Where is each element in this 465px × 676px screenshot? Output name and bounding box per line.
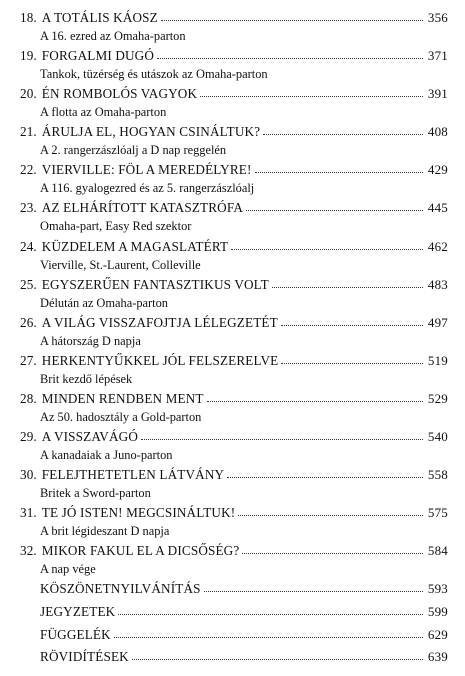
- toc-heading-row: [20, 427, 448, 447]
- chapter-title: FELEJTHETETLEN LÁTVÁNY: [41, 467, 225, 483]
- toc-heading-row: [20, 122, 448, 142]
- toc-heading-row: [20, 503, 448, 523]
- toc-heading-row: [20, 275, 448, 295]
- page-number: 599: [427, 604, 448, 619]
- chapter-title: AZ ELHÁRÍTOTT KATASZTRÓFA: [41, 200, 244, 216]
- chapter-number: 19.: [20, 48, 37, 64]
- toc-entry: [20, 389, 448, 427]
- dot-leader: [227, 467, 423, 478]
- toc-entry: [20, 198, 448, 236]
- chapter-title: HERKENTYŰKKEL JÓL FELSZERELVE: [41, 352, 279, 368]
- page-number: 593: [427, 581, 448, 597]
- toc-heading-row: [20, 46, 448, 66]
- page-number: 408: [427, 124, 448, 140]
- toc-entry: [20, 313, 448, 351]
- dot-leader: [263, 124, 423, 135]
- toc-heading-row: [20, 602, 448, 622]
- chapter-number: 29.: [20, 429, 37, 445]
- dot-leader: [114, 627, 423, 638]
- chapter-subtitle: Brit kezdő lépések: [40, 371, 133, 386]
- chapter-number: 23.: [20, 200, 37, 216]
- dot-leader: [204, 581, 423, 592]
- chapter-number: 24.: [20, 238, 37, 254]
- toc-entry: [20, 8, 448, 46]
- chapter-subtitle: A 116. gyalogezred és az 5. rangerzászlóalj: [40, 181, 255, 196]
- dot-leader: [272, 277, 423, 288]
- dot-leader: [255, 162, 423, 173]
- toc-entry: [20, 541, 448, 579]
- page-number: 519: [427, 352, 448, 368]
- toc-heading-row: [20, 237, 448, 257]
- toc-heading-row: [20, 465, 448, 485]
- page-number: 540: [427, 429, 448, 445]
- chapter-number: 20.: [20, 86, 37, 102]
- page-number: 429: [427, 162, 448, 178]
- section-title: FÜGGELÉK: [40, 626, 111, 642]
- table-of-contents: [20, 8, 448, 670]
- page-number: 391: [427, 86, 448, 102]
- page-number: 356: [427, 10, 448, 25]
- section-title: RÖVIDÍTÉSEK: [40, 649, 129, 665]
- dot-leader: [118, 604, 423, 615]
- chapter-title: A TOTÁLIS KÁOSZ: [41, 10, 158, 25]
- dot-leader: [238, 505, 423, 516]
- back-matter-list: [20, 579, 448, 669]
- dot-leader: [141, 429, 423, 440]
- chapter-title: MIKOR FAKUL EL A DICSŐSÉG?: [41, 543, 240, 559]
- chapter-subtitle: A kanadaiak a Juno-parton: [40, 448, 173, 463]
- chapter-number: 28.: [20, 390, 37, 406]
- chapter-number: 22.: [20, 162, 37, 178]
- toc-heading-row: [20, 313, 448, 333]
- page-number: 575: [427, 505, 448, 521]
- toc-heading-row: [20, 647, 448, 667]
- chapter-title: KÜZDELEM A MAGASLATÉRT: [41, 238, 229, 254]
- chapter-subtitle: Tankok, tüzérség és utászok az Omaha-parton: [40, 67, 268, 82]
- toc-entry: [20, 46, 448, 84]
- chapter-subtitle: Délután az Omaha-parton: [40, 295, 168, 310]
- chapter-number: 30.: [20, 467, 37, 483]
- toc-heading-row: [20, 84, 448, 104]
- section-title: JEGYZETEK: [40, 604, 116, 619]
- chapter-title: ÁRULJA EL, HOGYAN CSINÁLTUK?: [41, 124, 261, 140]
- dot-leader: [132, 649, 423, 660]
- chapter-subtitle: A 2. rangerzászlóalj a D nap reggelén: [40, 143, 227, 158]
- toc-heading-row: [20, 579, 448, 599]
- dot-leader: [281, 353, 423, 364]
- dot-leader: [200, 86, 423, 97]
- dot-leader: [157, 48, 423, 59]
- toc-entry-back-matter: [20, 579, 448, 602]
- page-number: 462: [427, 238, 448, 254]
- toc-heading-row: [20, 198, 448, 218]
- toc-entry: [20, 427, 448, 465]
- toc-entry-back-matter: [20, 602, 448, 625]
- page-number: 483: [427, 276, 448, 292]
- page-number: 558: [427, 467, 448, 483]
- chapter-subtitle: A brit légideszant D napja: [40, 524, 170, 539]
- chapter-list: [20, 8, 448, 579]
- page-number: 371: [427, 48, 448, 64]
- chapter-number: 27.: [20, 352, 37, 368]
- toc-entry: [20, 465, 448, 503]
- dot-leader: [207, 391, 423, 402]
- chapter-title: A VILÁG VISSZAFOJTJA LÉLEGZETÉT: [41, 314, 278, 330]
- chapter-subtitle: A hátország D napja: [40, 333, 141, 348]
- chapter-subtitle: Vierville, St.-Laurent, Colleville: [40, 257, 201, 272]
- toc-entry: [20, 275, 448, 313]
- chapter-number: 32.: [20, 543, 37, 559]
- page-number: 639: [427, 649, 448, 665]
- toc-heading-row: [20, 389, 448, 409]
- chapter-number: 31.: [20, 505, 37, 521]
- chapter-subtitle: Az 50. hadosztály a Gold-parton: [40, 409, 202, 424]
- chapter-subtitle: A nap vége: [40, 562, 96, 577]
- toc-heading-row: [20, 160, 448, 180]
- toc-entry: [20, 122, 448, 160]
- chapter-subtitle: A flotta az Omaha-parton: [40, 105, 167, 120]
- page-number: 629: [427, 626, 448, 642]
- chapter-subtitle: Britek a Sword-parton: [40, 486, 151, 501]
- section-title: KÖSZÖNETNYILVÁNÍTÁS: [40, 581, 201, 597]
- chapter-title: VIERVILLE: FÖL A MEREDÉLYRE!: [41, 162, 252, 178]
- chapter-subtitle: Omaha-part, Easy Red szektor: [40, 219, 192, 234]
- page-number: 445: [427, 200, 448, 216]
- chapter-number: 26.: [20, 314, 37, 330]
- dot-leader: [246, 200, 423, 211]
- page-number: 497: [427, 314, 448, 330]
- chapter-title: ÉN ROMBOLÓS VAGYOK: [41, 86, 198, 102]
- chapter-subtitle: A 16. ezred az Omaha-parton: [40, 29, 186, 43]
- page-number: 529: [427, 390, 448, 406]
- chapter-title: EGYSZERŰEN FANTASZTIKUS VOLT: [41, 276, 269, 292]
- toc-entry: [20, 237, 448, 275]
- toc-heading-row: [20, 8, 448, 28]
- toc-heading-row: [20, 625, 448, 645]
- dot-leader: [281, 315, 423, 326]
- dot-leader: [242, 543, 423, 554]
- dot-leader: [161, 10, 423, 21]
- toc-heading-row: [20, 541, 448, 561]
- toc-entry: [20, 160, 448, 198]
- page-number: 584: [427, 543, 448, 559]
- chapter-number: 25.: [20, 276, 37, 292]
- chapter-title: TE JÓ ISTEN! MEGCSINÁLTUK!: [41, 505, 236, 521]
- chapter-title: MINDEN RENDBEN MENT: [41, 390, 204, 406]
- toc-entry: [20, 351, 448, 389]
- chapter-title: FORGALMI DUGÓ: [41, 48, 155, 64]
- toc-entry-back-matter: [20, 625, 448, 648]
- toc-entry-back-matter: [20, 647, 448, 670]
- dot-leader: [231, 239, 423, 250]
- toc-entry: [20, 84, 448, 122]
- chapter-title: A VISSZAVÁGÓ: [41, 429, 139, 445]
- chapter-number: 18.: [20, 10, 37, 25]
- toc-entry: [20, 503, 448, 541]
- toc-heading-row: [20, 351, 448, 371]
- chapter-number: 21.: [20, 124, 37, 140]
